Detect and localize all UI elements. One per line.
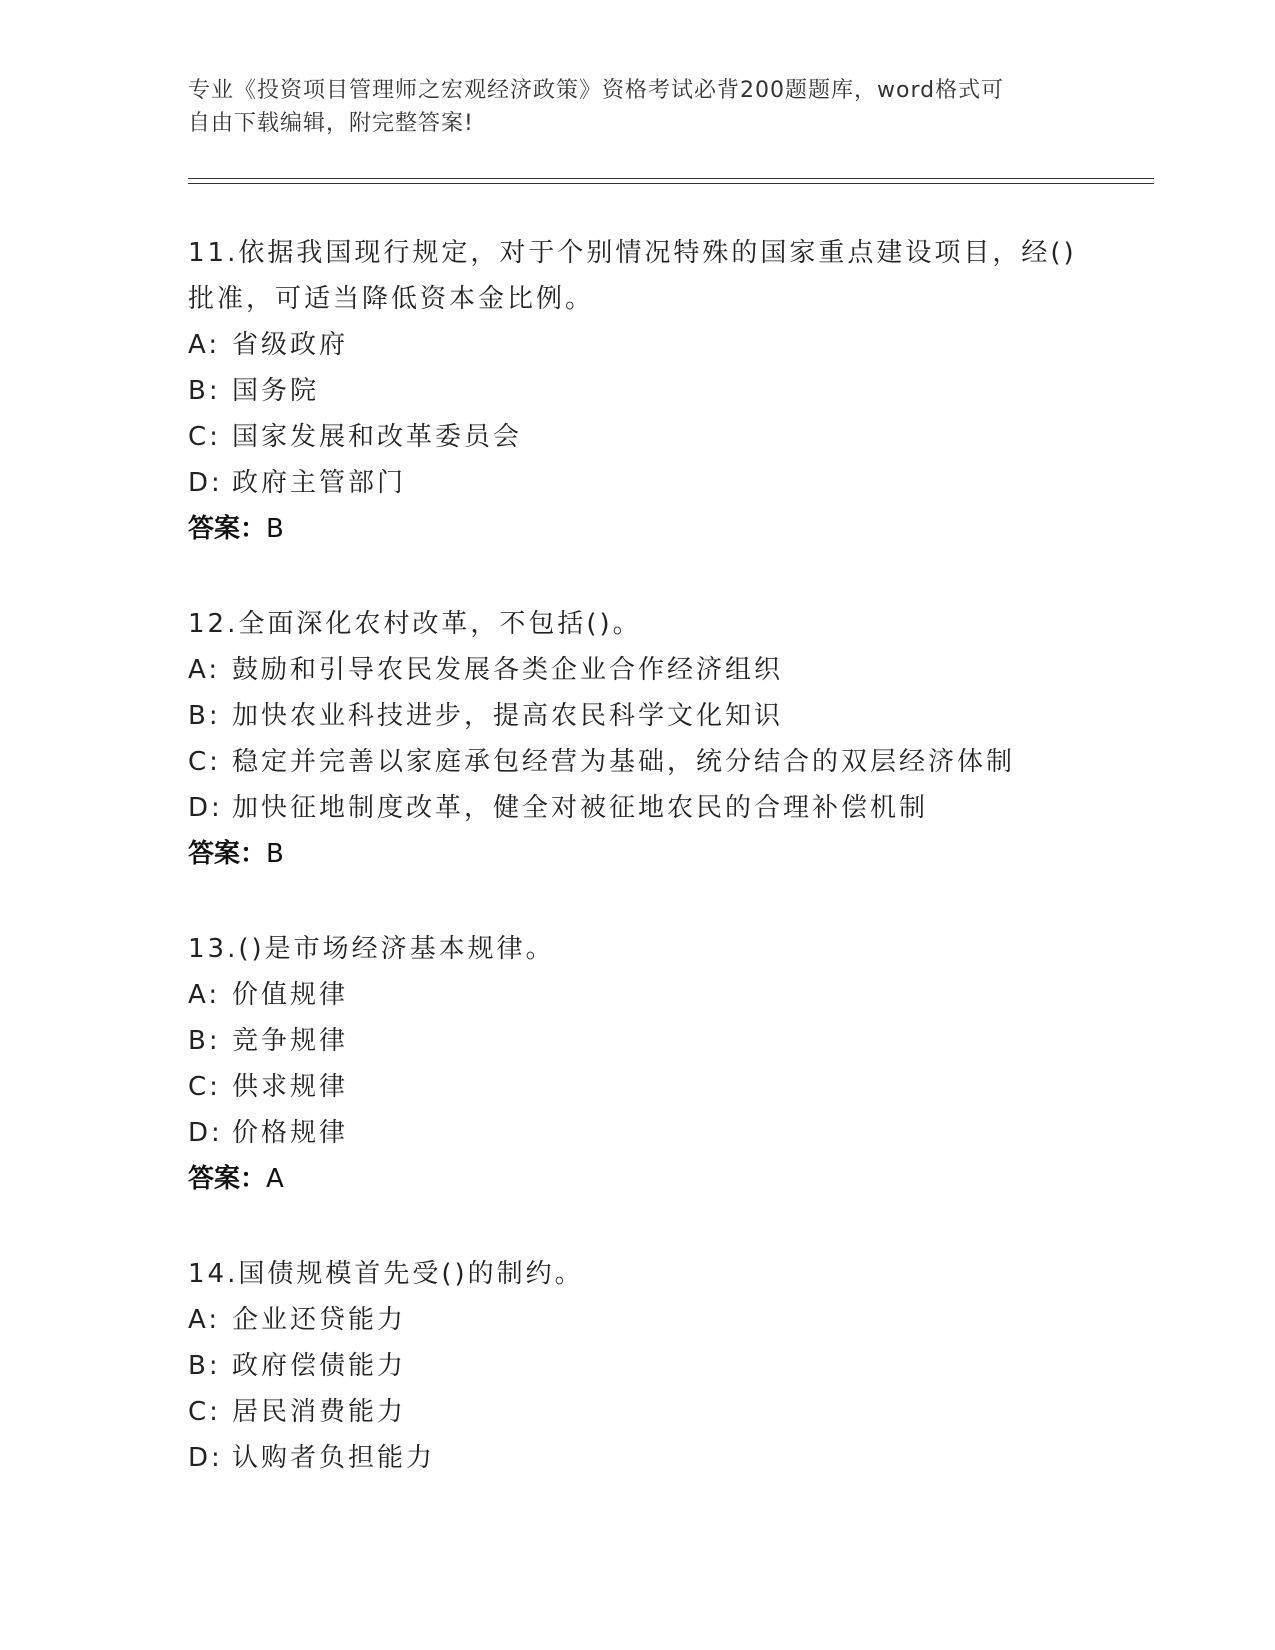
option-text: 国务院: [232, 376, 320, 406]
question-stem-line: 14.国债规模首先受()的制约。: [188, 1259, 584, 1289]
option-text: 价值规律: [232, 980, 349, 1010]
option-text: 政府偿债能力: [232, 1351, 407, 1381]
answer-value: B: [266, 839, 286, 869]
option-b: [188, 368, 1148, 414]
option-text: 供求规律: [232, 1072, 349, 1102]
question-stem-line: 批准，可适当降低资本金比例。: [188, 284, 595, 314]
option-letter: C:: [188, 422, 221, 452]
document-header: [188, 74, 1088, 140]
question-stem-line: 11.依据我国现行规定，对于个别情况特殊的国家重点建设项目，经(): [188, 238, 1077, 268]
option-letter: C:: [188, 747, 221, 777]
option-d: [188, 460, 1148, 506]
question-12: [188, 601, 1148, 877]
option-a: [188, 647, 1148, 693]
option-text: 政府主管部门: [232, 468, 407, 498]
option-letter: C:: [188, 1072, 221, 1102]
option-letter: D:: [188, 1443, 223, 1473]
option-letter: B:: [188, 1351, 221, 1381]
option-d: [188, 1435, 1148, 1481]
option-text: 认购者负担能力: [232, 1443, 436, 1473]
option-letter: B:: [188, 701, 221, 731]
answer-label: 答案：: [188, 514, 267, 544]
header-divider-top: [188, 178, 1154, 179]
option-letter: D:: [188, 468, 223, 498]
option-letter: C:: [188, 1397, 221, 1427]
option-text: 价格规律: [232, 1118, 349, 1148]
question-13: [188, 926, 1148, 1202]
option-c: [188, 1064, 1148, 1110]
answer-line: [188, 831, 1148, 877]
option-d: [188, 785, 1148, 831]
option-d: [188, 1110, 1148, 1156]
option-c: [188, 414, 1148, 460]
question-11: [188, 230, 1148, 552]
option-letter: A:: [188, 1305, 221, 1335]
option-letter: D:: [188, 1118, 223, 1148]
answer-value: A: [266, 1164, 286, 1194]
option-text: 省级政府: [232, 330, 349, 360]
option-a: [188, 972, 1148, 1018]
answer-label: 答案：: [188, 839, 267, 869]
option-text: 国家发展和改革委员会: [232, 422, 523, 452]
question-stem: [188, 926, 1148, 972]
header-line-1: 专业《投资项目管理师之宏观经济政策》资格考试必背200题题库，word格式可: [188, 78, 1005, 103]
option-text: 加快征地制度改革，健全对被征地农民的合理补偿机制: [232, 793, 929, 823]
option-a: [188, 322, 1148, 368]
option-letter: B:: [188, 1026, 221, 1056]
option-b: [188, 693, 1148, 739]
answer-value: B: [266, 514, 286, 544]
option-letter: A:: [188, 330, 221, 360]
option-a: [188, 1297, 1148, 1343]
option-letter: A:: [188, 655, 221, 685]
option-letter: D:: [188, 793, 223, 823]
option-b: [188, 1343, 1148, 1389]
question-stem: [188, 601, 1148, 647]
answer-label: 答案：: [188, 1164, 267, 1194]
option-text: 竞争规律: [232, 1026, 349, 1056]
option-text: 企业还贷能力: [232, 1305, 407, 1335]
question-stem-line: 13.()是市场经济基本规律。: [188, 934, 555, 964]
question-stem-line: 12.全面深化农村改革，不包括()。: [188, 609, 642, 639]
option-c: [188, 739, 1148, 785]
header-divider-bottom: [188, 183, 1154, 184]
option-text: 加快农业科技进步，提高农民科学文化知识: [232, 701, 784, 731]
question-list: [188, 230, 1148, 1530]
header-line-2: 自由下载编辑，附完整答案!: [188, 111, 474, 136]
option-letter: B:: [188, 376, 221, 406]
option-b: [188, 1018, 1148, 1064]
answer-line: [188, 506, 1148, 552]
option-c: [188, 1389, 1148, 1435]
option-text: 鼓励和引导农民发展各类企业合作经济组织: [232, 655, 784, 685]
question-14: [188, 1251, 1148, 1481]
option-text: 居民消费能力: [232, 1397, 407, 1427]
option-text: 稳定并完善以家庭承包经营为基础，统分结合的双层经济体制: [232, 747, 1016, 777]
option-letter: A:: [188, 980, 221, 1010]
question-stem: [188, 230, 1148, 322]
question-stem: [188, 1251, 1148, 1297]
answer-line: [188, 1156, 1148, 1202]
